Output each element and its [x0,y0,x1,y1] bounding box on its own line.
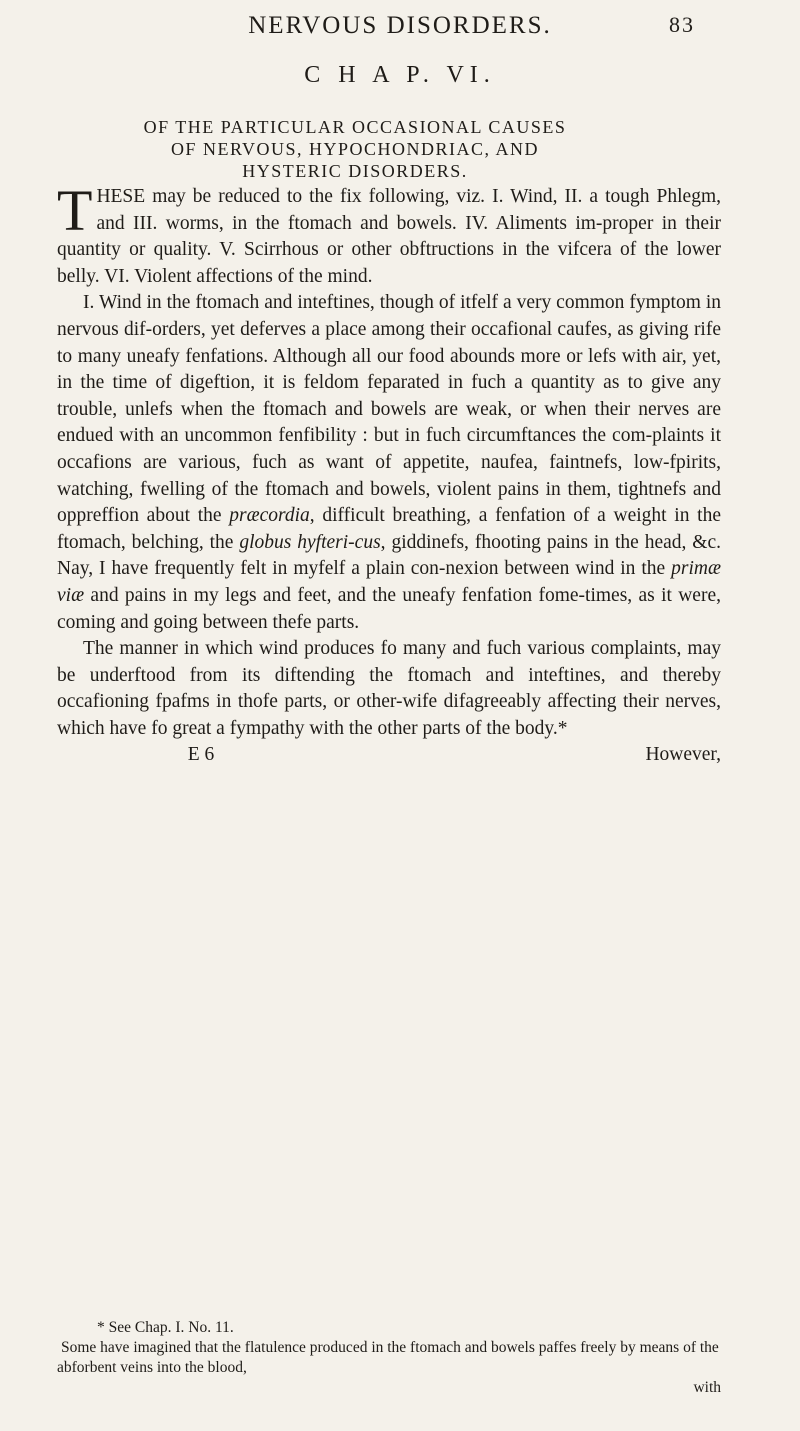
subtitle-line-3: HYSTERIC DISORDERS. [242,161,468,181]
signature-mark: E 6 [187,744,215,766]
paragraph-2-text-d: and pains in my legs and feet, and the uneafy fenfation fome-times, as it were, coming and going between thefe parts. [57,584,721,633]
footnotes [57,1318,721,1398]
paragraph-1 [57,178,721,290]
chapter-heading: C H A P. VI. [304,62,496,88]
paragraph-1-text: HESE may be reduced to the fix following, viz. I. Wind, II. a tough Phlegm, and III. worms, in the ftomach and bowels. IV. Aliments im-proper in their quantity or quality. V. Scirrhous or other obftructions in the vifcera of the lower belly. VI. Violent affections of the mind. [57,186,721,287]
catchword: However, [645,744,721,766]
running-head [0,12,800,40]
signature-line [57,742,721,769]
paragraph-3-text: The manner in which wind produces fo many and fuch various complaints, may be underftood from its diftending the ftomach and inteftines, and thereby occafioning fpafms in thofe parts, or other-wife difagreeably affecting their nerves, which have fo great a fympathy with the other parts of the body.* [57,638,721,739]
italic-term: primæ viæ [57,558,721,606]
paragraph-2-text-c: , giddinefs, fhooting pains in the head, &c. Nay, I have frequently felt in myfelf a plain con-nexion between wind in the [57,531,722,580]
body-text [57,178,722,769]
subtitle-line-1: OF THE PARTICULAR OCCASIONAL CAUSES [143,117,567,137]
footnote-catchword: with [693,1379,721,1396]
footnote-2: Some have imagined that the flatulence produced in the ftomach and bowels paffes freely by means of the abforbent veins into the blood, [57,1339,719,1376]
italic-term: globus hyfteri-cus [239,531,381,553]
paragraph-3 [57,636,721,742]
paragraph-2-text: I. Wind in the ftomach and inteftines, though of itfelf a very common fymptom in nervous dif-orders, yet deferves a place among their occafional caufes, as giving rife to many uneafy fenfations. Although all our food abounds more or lefs with air, yet, in the time of digeftion, it is feldom feparated in fuch a quantity as to give any trouble, unlefs when the ftomach and bowels are weak, or when their nerves are endued with an uncommon fenfibility : but in fuch circumftances the com-plaints it occafions are various, fuch as want of appetite, naufea, faintnefs, low-fpirits, watching, fwelling of the ftomach and bowels, violent pains in them, tightnefs and oppreffion about the [57,292,721,527]
footnote-1: * See Chap. I. No. 11. [97,1319,234,1336]
running-title: NERVOUS DISORDERS. [248,12,552,39]
drop-cap: T [57,178,93,243]
italic-term: præcordia [229,505,310,527]
page-number: 83 [669,12,695,37]
chapter-subtitle [55,116,655,182]
paragraph-2-text-b: , difficult breathing, a fenfation of a weight in the ftomach, belching, the [57,505,721,553]
paragraph-2 [57,290,721,636]
subtitle-line-2: OF NERVOUS, HYPOCHONDRIAC, AND [170,139,540,159]
